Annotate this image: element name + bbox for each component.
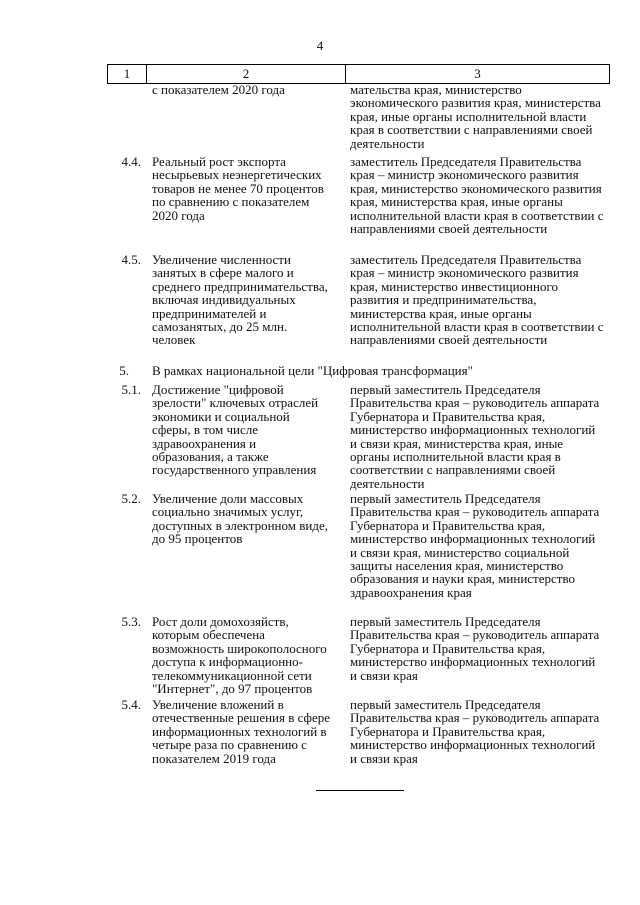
section-title: В рамках национальной цели "Цифровая трансформация"	[152, 363, 473, 378]
column-header-2: 2	[147, 65, 346, 84]
item-number: 5.4.	[121, 697, 141, 712]
column-header-1: 1	[108, 65, 147, 84]
item-responsible: заместитель Председателя Правительства края – министр экономического развития края, министерство инвестиционного развития и предпринимательства, министерства края, иные органы исполнительной власти края в соответствии с направлениями своей деятельности	[350, 252, 604, 348]
item-goal: Увеличение вложений в отечественные решения в сфере информационных технологий в четыре раза по сравнению с показателем 2019 года	[152, 697, 331, 766]
section-number: 5.	[119, 363, 129, 378]
item-goal: Увеличение численности занятых в сфере малого и среднего предпринимательства, включая индивидуальных предпринимателей и самозанятых, до 25 млн. человек	[152, 252, 328, 348]
item-goal: Рост доли домохозяйств, которым обеспечена возможность широкополосного доступа к информационно-телекоммуникационной сети "Интернет", до 97 процентов	[152, 614, 327, 697]
item-goal: Достижение "цифровой зрелости" ключевых отраслей экономики и социальной сферы, в том числе здравоохранения и образования, а также государственного управления	[152, 382, 319, 478]
item-goal: Реальный рост экспорта несырьевых неэнергетических товаров не менее 70 процентов по сравнению с показателем 2020 года	[152, 154, 324, 223]
item-goal: Увеличение доли массовых социально значимых услуг, доступных в электронном виде, до 95 процентов	[152, 491, 328, 547]
item-number: 4.5.	[121, 252, 141, 267]
continuation-responsible: мательства края, министерство экономического развития края, министерства края, иные органы исполнительной власти края в соответствии с направлениями своей деятельности	[350, 82, 601, 151]
table-header	[107, 64, 610, 84]
item-responsible: первый заместитель Председателя Правительства края – руководитель аппарата Губернатора и Правительства края, министерство информационных технологий и связи края, министерство социальной защиты населения края, министерство образования и науки края, министерство здравоохранения края	[350, 491, 600, 600]
item-number: 4.4.	[121, 154, 141, 169]
column-header-3: 3	[346, 65, 610, 84]
end-divider	[316, 790, 404, 791]
item-number: 5.1.	[121, 382, 141, 397]
item-number: 5.2.	[121, 491, 141, 506]
item-responsible: заместитель Председателя Правительства края – министр экономического развития края, министерство экономического развития края, министерства края, иные органы исполнительной власти края в соответствии с направлениями своей деятельности	[350, 154, 604, 237]
continuation-goal: с показателем 2020 года	[152, 82, 285, 97]
item-responsible: первый заместитель Председателя Правительства края – руководитель аппарата Губернатора и Правительства края, министерство информационных технологий и связи края	[350, 697, 600, 766]
item-number: 5.3.	[121, 614, 141, 629]
item-responsible: первый заместитель Председателя Правительства края – руководитель аппарата Губернатора и Правительства края, министерство информационных технологий и связи края, министерства края, иные органы исполнительной власти края в соответствии с направлениями своей деятельности	[350, 382, 600, 491]
item-responsible: первый заместитель Председателя Правительства края – руководитель аппарата Губернатора и Правительства края, министерство информационных технологий и связи края	[350, 614, 600, 683]
page-number: 4	[316, 38, 324, 53]
